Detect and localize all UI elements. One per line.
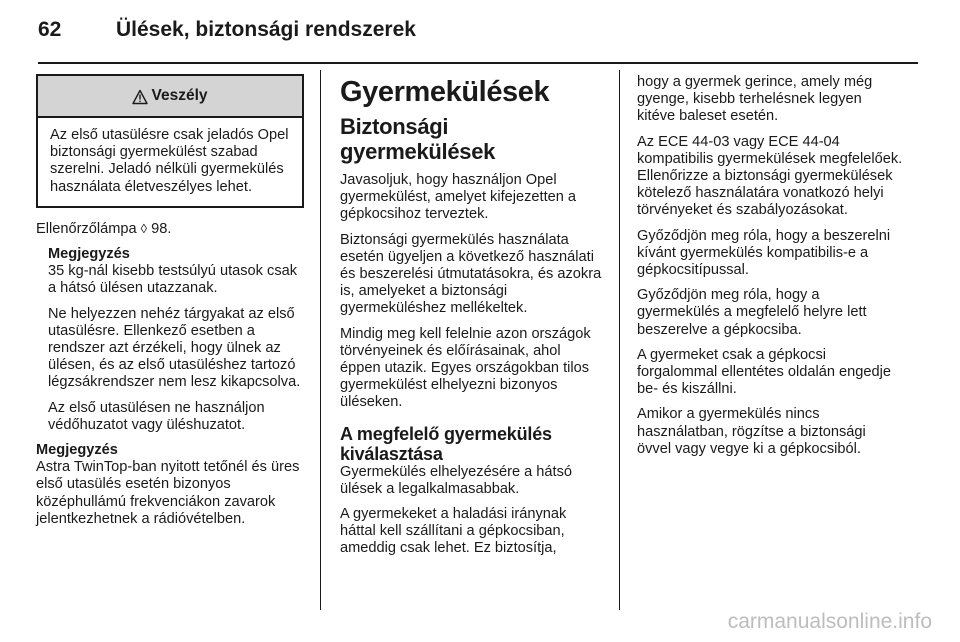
cross-reference: [36, 220, 304, 238]
danger-box-title: Veszély: [151, 87, 208, 105]
paragraph: Javasoljuk, hogy használjon Opel gyermekülést, amelyet kifejezetten a gépkocsihoz terveztek.: [340, 172, 577, 223]
column-right: [637, 74, 903, 466]
header-rule: [38, 62, 918, 64]
warning-triangle-icon: [132, 89, 148, 105]
paragraph: Mindig meg kell felelnie azon országok törvényeinek és előírásainak, ahol éppen utazik. Egyes országokban tilos gyermekülést elhelyezni bizonyos üléseken.: [340, 325, 591, 411]
note-title: Megjegyzés: [48, 246, 130, 263]
page-number: 62: [38, 18, 62, 41]
paragraph: Győződjön meg róla, hogy a gyermekülés a megfelelő helyre lett beszerelve a gépkocsiba.: [637, 287, 867, 338]
reference-arrow-icon: ◊: [140, 220, 148, 236]
paragraph: Győződjön meg róla, hogy a beszerelni kívánt gyermekülés kompatibilis-e a gépkocsitípussal.: [637, 227, 891, 279]
paragraph: Ne helyezzen nehéz tárgyakat az első utasülésre. Ellenkező esetben a rendszer azt érzékeli, hogy ülnek az ülésen, és az első utasüléshez tartozó légzsákrendszer nem lesz kikapcsolva.: [48, 305, 301, 391]
paragraph: Amikor a gyermekülés nincs használatban, rögzítse a biztonsági övvel vagy vegye ki a gépkocsiból.: [637, 406, 866, 457]
section-title: Gyermekülések: [340, 76, 550, 108]
reference-label: Ellenőrzőlámpa: [36, 220, 137, 237]
danger-box-text: Az első utasülésre csak jeladós Opel biztonsági gyermekülést szabad szerelni. Jeladó nélküli gyermekülés használata életveszélyes lehet.: [50, 127, 289, 195]
danger-box: [36, 74, 304, 208]
chapter-title: Ülések, biztonsági rendszerek: [116, 18, 416, 41]
note-text: 35 kg-nál kisebb testsúlyú utasok csak a hátsó ülésen utazzanak.: [48, 263, 298, 297]
note-title: Megjegyzés: [36, 442, 118, 459]
notes-block: [36, 246, 304, 434]
page-header: [38, 18, 918, 66]
column-middle: [340, 74, 604, 566]
reference-page[interactable]: 98.: [151, 220, 172, 237]
subsection-title: A megfelelő gyermekülés kiválasztása: [340, 423, 552, 464]
paragraph: Biztonsági gyermekülés használata esetén ügyeljen a következő használati és beszerelési útmutatásokra, és azokra is, amelyeket a biztonsági gyermeküléshez mellékeltek.: [340, 231, 602, 317]
paragraph: A gyermekeket a haladási iránynak háttal kell szállítani a gépkocsiban, ameddig csak lehet. Ez biztosítja,: [340, 506, 567, 557]
column-divider-2: [619, 70, 620, 610]
subsection-title: Biztonsági gyermekülések: [340, 114, 496, 164]
paragraph: hogy a gyermek gerince, amely még gyenge, kisebb terhelésnek legyen kitéve baleset esetén.: [637, 74, 873, 125]
column-left: [36, 74, 304, 536]
paragraph: A gyermeket csak a gépkocsi forgalommal ellentétes oldalán engedje be- és kiszállni.: [637, 346, 891, 398]
watermark: carmanualsonline.info: [727, 610, 932, 633]
paragraph: Az ECE 44-03 vagy ECE 44-04 kompatibilis gyermekülések megfelelőek. Ellenőrizze a biztonsági gyermekülések kötelező használatára vonatkozó helyi törvényeket és szabályozásokat.: [637, 133, 903, 219]
note-text: Astra TwinTop-ban nyitott tetőnél és üres első utasülés esetén bizonyos középhullámú frekvenciákon zavarok jelentkezhetnek a rádióvételben.: [36, 459, 300, 527]
danger-box-header: [38, 76, 302, 118]
column-divider-1: [320, 70, 321, 610]
paragraph: Az első utasülésen ne használjon védőhuzatot vagy üléshuzatot.: [48, 399, 265, 433]
paragraph: Gyermekülés elhelyezésére a hátsó ülések a legalkalmasabbak.: [340, 463, 572, 497]
